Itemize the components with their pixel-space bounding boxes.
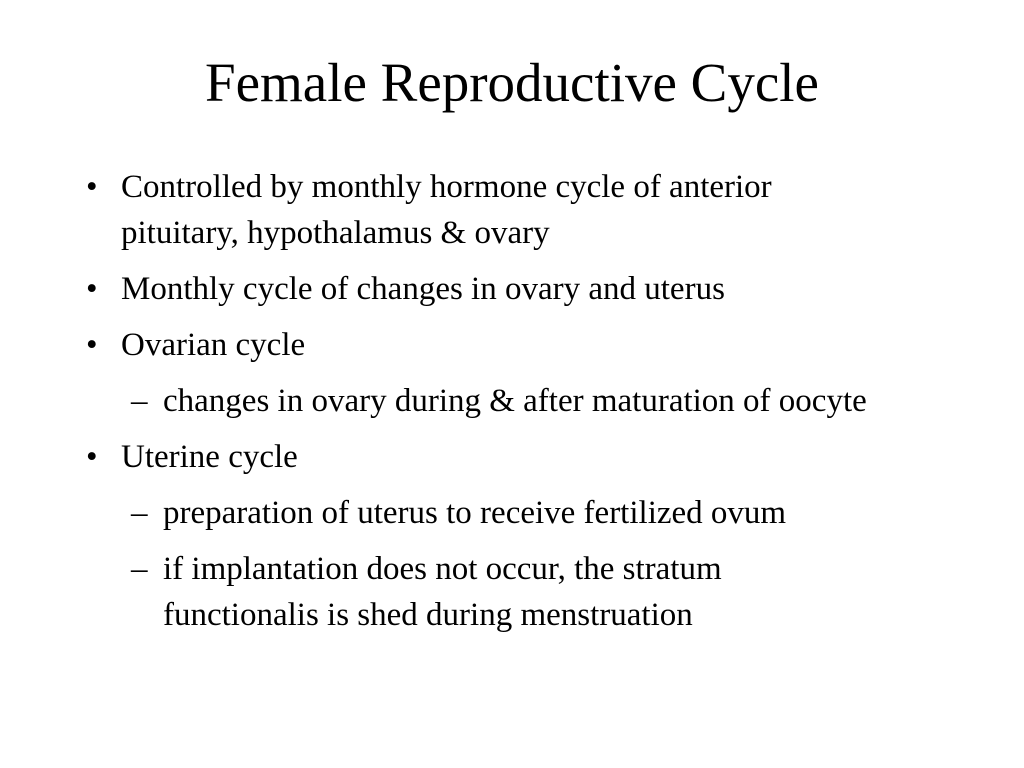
dash-marker: – (131, 551, 148, 587)
bullet-line: Uterine cycle (121, 439, 298, 475)
sub-bullet-item (86, 490, 1016, 536)
bullet-marker: • (86, 169, 98, 205)
bullet-item (86, 164, 1016, 256)
bullet-line: pituitary, hypothalamus & ovary (121, 215, 550, 251)
sub-bullet-item (86, 378, 1016, 424)
bullet-item (86, 322, 1016, 368)
bullet-marker: • (86, 271, 98, 307)
bullet-line: Ovarian cycle (121, 327, 306, 363)
dash-marker: – (131, 495, 148, 531)
sub-bullet-line: preparation of uterus to receive fertilized ovum (163, 495, 787, 531)
bullet-line: Monthly cycle of changes in ovary and uterus (121, 271, 725, 307)
bullet-list (86, 164, 1016, 638)
dash-marker: – (131, 383, 148, 419)
slide-title: Female Reproductive Cycle (205, 52, 819, 113)
sub-bullet-line: if implantation does not occur, the stratum (163, 551, 722, 587)
bullet-item (86, 434, 1016, 480)
bullet-marker: • (86, 327, 98, 363)
bullet-item (86, 266, 1016, 312)
sub-bullet-line: changes in ovary during & after maturation of oocyte (163, 383, 867, 419)
bullet-line: Controlled by monthly hormone cycle of anterior (121, 169, 772, 205)
sub-bullet-item (86, 546, 1016, 638)
bullet-marker: • (86, 439, 98, 475)
sub-bullet-line: functionalis is shed during menstruation (163, 597, 693, 633)
